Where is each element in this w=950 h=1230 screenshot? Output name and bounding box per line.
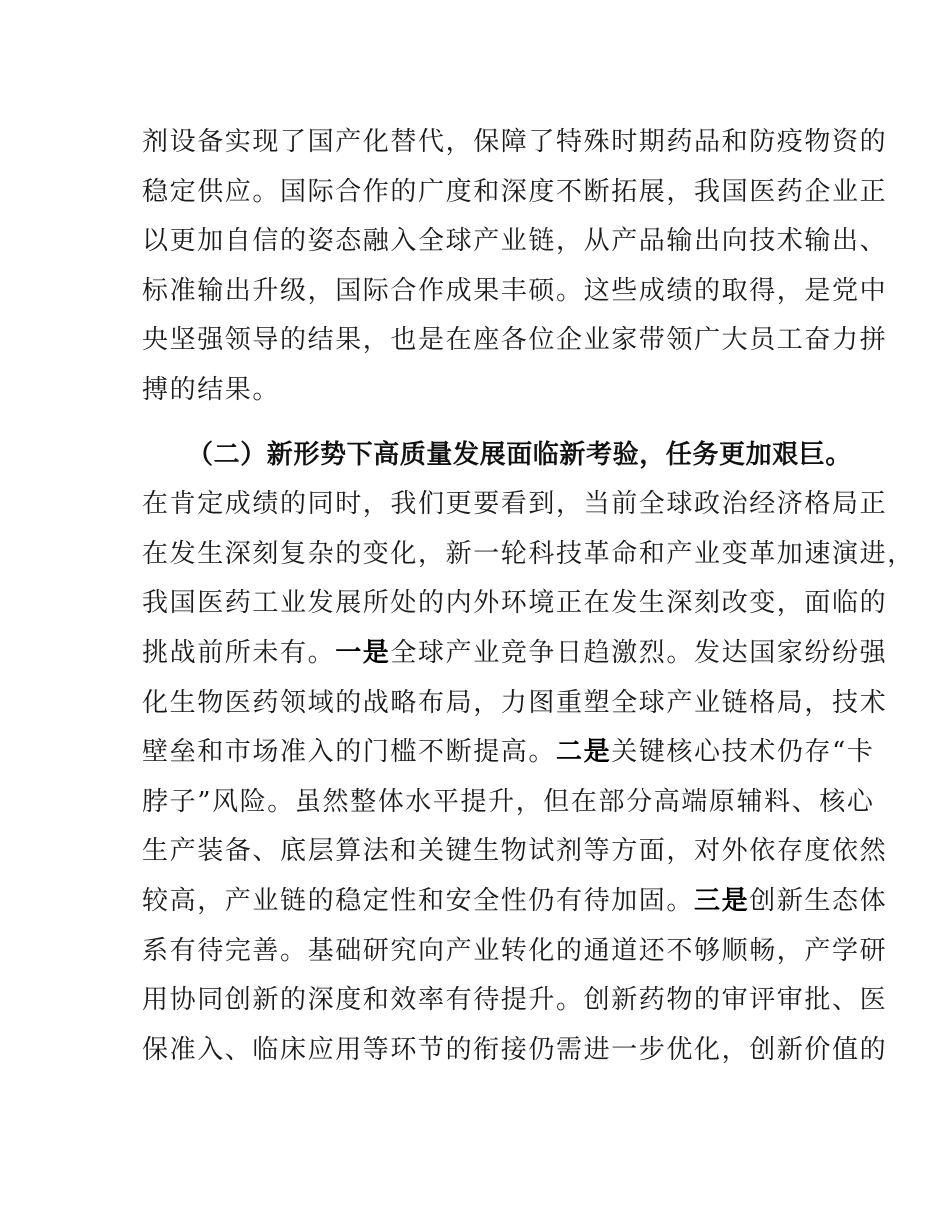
paragraph-challenges — [142, 480, 915, 1075]
text-line: 稳定供应。国际合作的广度和深度不断拓展，我国医药企业正 — [142, 176, 888, 207]
text-segment: 较高，产业链的稳定性和安全性仍有待加固。 — [142, 885, 695, 916]
text-line: 央坚强领导的结果，也是在座各位企业家带领广大员工奋力拼 — [142, 325, 888, 356]
text-line: 生产装备、底层算法和关键生物试剂等方面，对外依存度依然 — [142, 836, 888, 867]
text-line: 用协同创新的深度和效率有待提升。创新药物的审评审批、医 — [142, 985, 888, 1016]
text-line: 脖子”风险。虽然整体水平提升，但在部分高端原辅料、核心 — [142, 786, 875, 817]
text-line: 标准输出升级，国际合作成果丰硕。这些成绩的取得，是党中 — [142, 275, 888, 306]
text-line: 在发生深刻复杂的变化，新一轮科技革命和产业变革加速演进， — [142, 538, 915, 569]
text-segment: 创新生态体 — [749, 885, 888, 916]
text-line: 在肯定成绩的同时，我们更要看到，当前全球政治经济格局正 — [142, 489, 888, 520]
section-heading: （二）新形势下高质量发展面临新考验，任务更加艰巨。 — [187, 439, 853, 470]
text-line: 化生物医药领域的战略布局，力图重塑全球产业链格局，技术 — [142, 687, 888, 718]
text-line — [142, 728, 875, 778]
text-line: 保准入、临床应用等环节的衔接仍需进一步优化，创新价值的 — [142, 1034, 888, 1065]
text-segment: 关键核心技术仍存“卡 — [611, 737, 875, 768]
point-one-label: 一是 — [335, 637, 391, 668]
text-line: 以更加自信的姿态融入全球产业链，从产品输出向技术输出、 — [142, 226, 888, 257]
text-segment: 壁垒和市场准入的门槛不断提高。 — [142, 737, 557, 768]
text-line: 剂设备实现了国产化替代，保障了特殊时期药品和防疫物资的 — [142, 127, 888, 157]
paragraph-achievements — [142, 118, 888, 416]
point-two-label: 二是 — [556, 737, 612, 768]
document-page — [142, 118, 915, 1075]
text-segment: 全球产业竞争日趋激烈。发达国家纷纷强 — [390, 637, 888, 668]
text-line: 我国医药工业发展所处的内外环境正在发生深刻改变，面临的 — [142, 588, 888, 619]
text-line: 系有待完善。基础研究向产业转化的通道还不够顺畅，产学研 — [142, 935, 888, 966]
text-segment: 挑战前所未有。 — [142, 637, 336, 668]
text-line: 搏的结果。 — [142, 374, 281, 405]
text-line — [142, 629, 888, 679]
point-three-label: 三是 — [694, 885, 750, 916]
text-line — [142, 877, 888, 927]
